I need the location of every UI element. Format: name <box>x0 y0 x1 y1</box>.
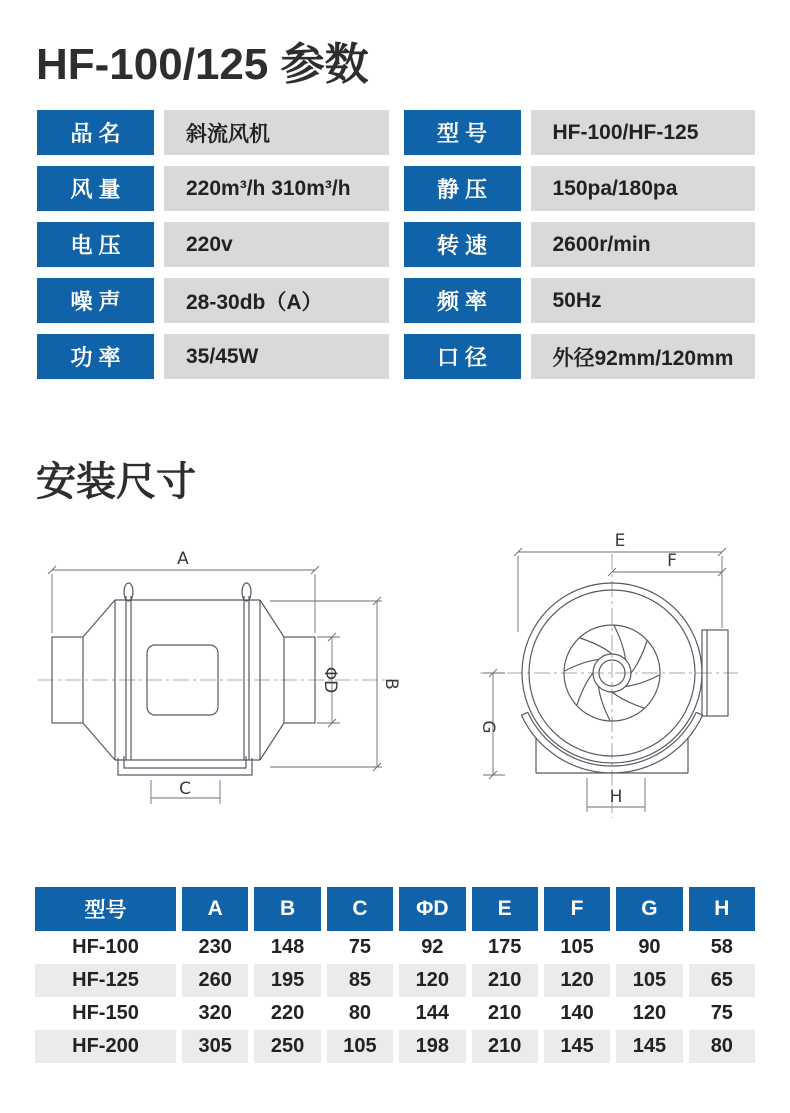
dim-table-value-cell: 320 <box>198 1002 232 1024</box>
dim-table-value-cell: 145 <box>544 1030 610 1063</box>
dim-table-value-cell: 198 <box>399 1030 465 1063</box>
dim-table-value-cell: 230 <box>198 936 232 958</box>
dim-label-A: A <box>177 549 189 569</box>
spec-label: 噪 声 <box>37 278 154 323</box>
fan-body-side <box>52 583 315 775</box>
dim-label-H: H <box>609 787 623 807</box>
dim-label-F: F <box>667 551 677 571</box>
front-view-drawing <box>450 520 770 840</box>
spec-label: 转 速 <box>404 222 521 267</box>
spec-label: 风 量 <box>37 166 154 211</box>
dim-table-header: 型号 <box>35 887 176 931</box>
install-section-title: 安装尺寸 <box>36 460 196 504</box>
dim-table-value-cell: 92 <box>421 936 444 958</box>
dim-table-value-cell: 120 <box>399 964 465 997</box>
dim-table-value-cell: 58 <box>710 936 733 958</box>
dim-label-B: B <box>381 678 401 690</box>
dim-table-value-cell: 140 <box>560 1002 594 1024</box>
spec-value: 外径92mm/120mm <box>531 334 756 379</box>
dim-table-value-cell: 148 <box>270 936 305 958</box>
dim-table-value-cell: 105 <box>616 964 682 997</box>
dim-table-value-cell: 105 <box>327 1030 393 1063</box>
spec-value: HF-100/HF-125 <box>531 110 756 155</box>
dim-label-E: E <box>614 531 626 551</box>
dim-table-value-cell: 65 <box>689 964 755 997</box>
spec-value: 35/45W <box>164 334 389 379</box>
dim-table-value-cell: 260 <box>182 964 248 997</box>
spec-row <box>37 110 755 155</box>
dim-table-value-cell: 85 <box>327 964 393 997</box>
dim-table-header: B <box>254 887 320 931</box>
spec-row <box>37 334 755 379</box>
dim-table-header: H <box>689 887 755 931</box>
spec-row <box>37 222 755 267</box>
dim-table-value-cell: 90 <box>638 936 661 958</box>
spec-value: 50Hz <box>531 278 756 323</box>
dim-table-header: E <box>472 887 538 931</box>
dim-table-value-cell: 105 <box>560 936 594 958</box>
spec-value: 220m³/h 310m³/h <box>164 166 389 211</box>
dim-table-value-cell: 75 <box>710 1002 733 1024</box>
dim-table-header: ΦD <box>399 887 465 931</box>
dim-table-value-cell: 220 <box>270 1002 305 1024</box>
dimension-table <box>35 887 755 1063</box>
dim-label-G: G <box>478 720 498 734</box>
dim-table-model-cell: HF-100 <box>72 936 139 958</box>
spec-row <box>37 278 755 323</box>
spec-label: 口 径 <box>404 334 521 379</box>
dim-table-value-cell: 210 <box>472 964 538 997</box>
spec-value: 28-30db（A） <box>164 278 389 323</box>
dim-table-value-cell: 210 <box>472 1030 538 1063</box>
dim-table-value-cell: 145 <box>616 1030 682 1063</box>
dim-table-value-cell: 80 <box>689 1030 755 1063</box>
spec-table <box>37 110 755 390</box>
spec-label: 静 压 <box>404 166 521 211</box>
dim-table-model-cell: HF-150 <box>72 1002 139 1024</box>
dim-table-value-cell: 175 <box>488 936 522 958</box>
dim-table-header: C <box>327 887 393 931</box>
spec-label: 型 号 <box>404 110 521 155</box>
spec-value: 斜流风机 <box>164 110 389 155</box>
spec-value: 220v <box>164 222 389 267</box>
dim-table-value-cell: 75 <box>348 936 372 958</box>
spec-label: 功 率 <box>37 334 154 379</box>
dim-table-model-cell: HF-125 <box>35 964 176 997</box>
dim-label-phiD: ΦD <box>320 666 340 694</box>
dim-label-C: C <box>179 779 191 799</box>
spec-label: 电 压 <box>37 222 154 267</box>
dim-table-header: G <box>616 887 682 931</box>
dim-table-value-cell: 305 <box>182 1030 248 1063</box>
dim-table-value-cell: 195 <box>254 964 320 997</box>
fan-body-front <box>521 583 728 773</box>
dim-table-value-cell: 250 <box>254 1030 320 1063</box>
dim-table-value-cell: 120 <box>544 964 610 997</box>
dim-table-header: A <box>182 887 248 931</box>
spec-row <box>37 166 755 211</box>
dim-table-header: F <box>544 887 610 931</box>
spec-label: 品 名 <box>37 110 154 155</box>
dim-table-value-cell: 80 <box>348 1002 372 1024</box>
spec-label: 频 率 <box>404 278 521 323</box>
dim-table-value-cell: 144 <box>415 1002 449 1024</box>
dim-table-value-cell: 210 <box>488 1002 522 1024</box>
page-title: HF-100/125 参数 <box>36 40 369 89</box>
side-view-drawing <box>30 530 450 840</box>
spec-value: 2600r/min <box>531 222 756 267</box>
spec-value: 150pa/180pa <box>531 166 756 211</box>
dim-table-model-cell: HF-200 <box>35 1030 176 1063</box>
dim-table-value-cell: 120 <box>632 1002 667 1024</box>
